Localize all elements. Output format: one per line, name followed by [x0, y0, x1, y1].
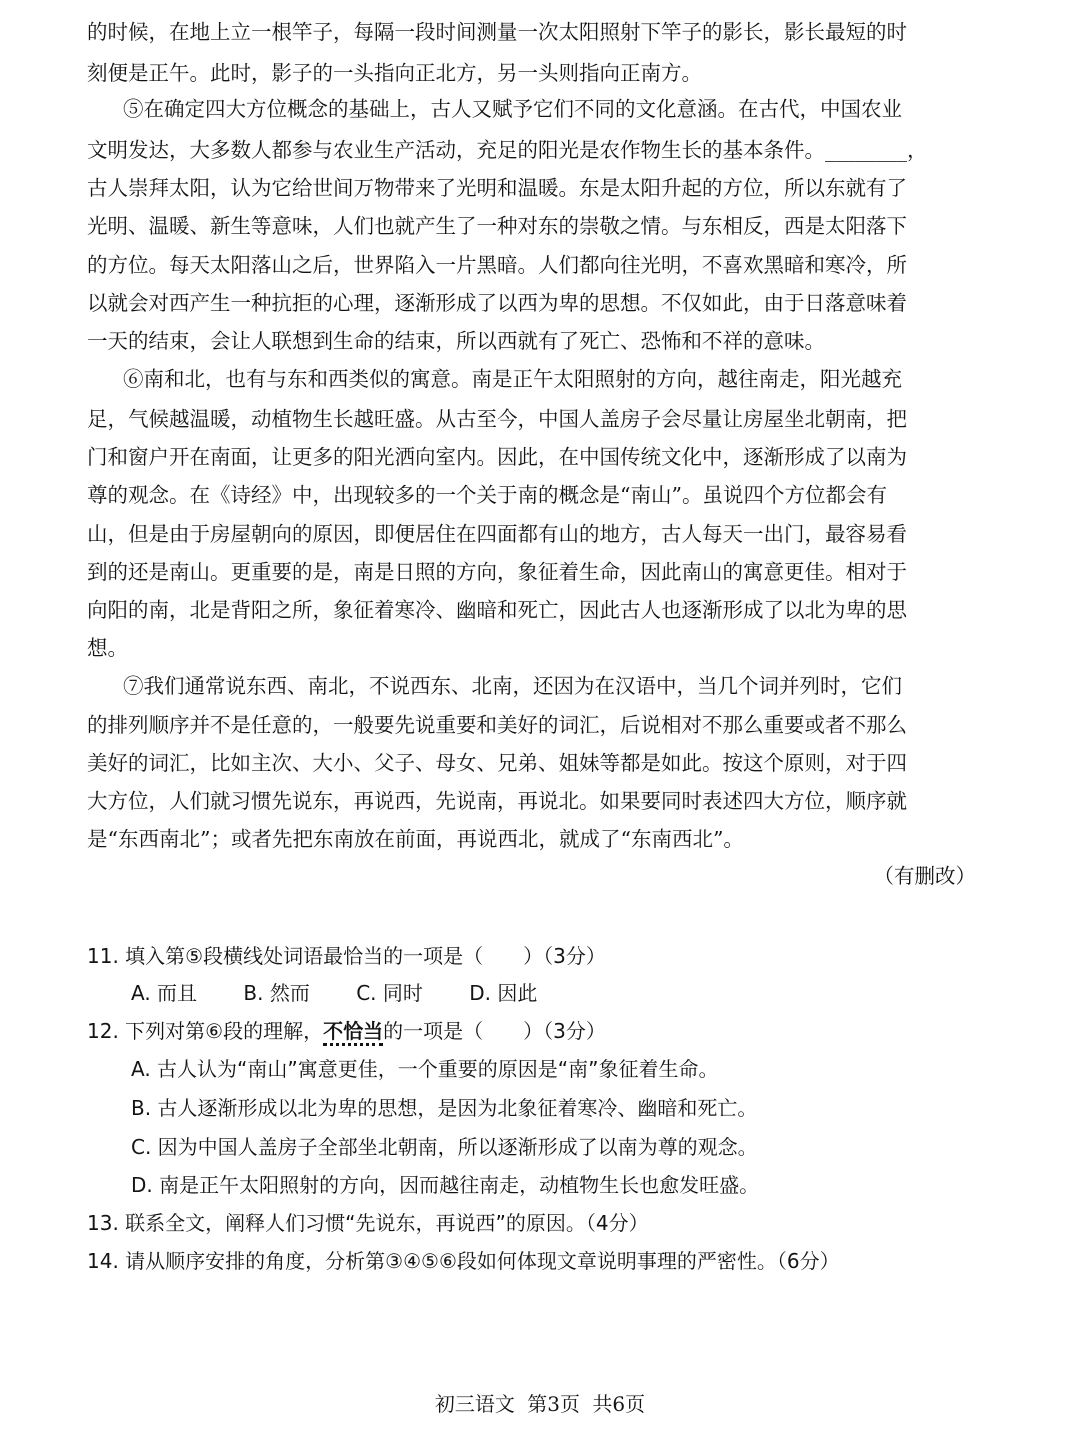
passage-line-with-blank: 文明发达，大多数人都参与农业生产活动，充足的阳光是农作物生长的基本条件。________，	[87, 138, 928, 162]
option-b: B. 古人逐渐形成以北为卑的思想，是因为北象征着寒冷、幽暗和死亡。	[131, 1096, 758, 1120]
question-14: 14. 请从顺序安排的角度，分析第③④⑤⑥段如何体现文章说明事理的严密性。（6分）	[87, 1249, 840, 1273]
option-a: A. 古人认为“南山”寓意更佳，一个重要的原因是“南”象征着生命。	[131, 1057, 719, 1081]
passage-line: 想。	[87, 636, 128, 660]
passage-line: 刻便是正午。此时，影子的一头指向正北方，另一头则指向正南方。	[87, 61, 702, 85]
passage-line: 门和窗户开在南面，让更多的阳光洒向室内。因此，在中国传统文化中，逐渐形成了以南为	[87, 445, 907, 469]
option-a: A. 而且	[131, 981, 198, 1005]
question-12	[87, 1013, 606, 1049]
source-note: （有删改）	[873, 864, 976, 888]
passage-line: 光明、温暖、新生等意味，人们也就产生了一种对东的崇敬之情。与东相反，西是太阳落下	[87, 214, 907, 238]
question-13: 13. 联系全文，阐释人们习惯“先说东，再说西”的原因。（4分）	[87, 1211, 649, 1235]
passage-line: 以就会对西产生一种抗拒的心理，逐渐形成了以西为卑的思想。不仅如此，由于日落意味着	[87, 291, 907, 315]
question-12-prefix: 12. 下列对第⑥段的理解，	[87, 1019, 324, 1043]
question-12-suffix: 的一项是（ ）（3分）	[383, 1019, 606, 1043]
passage-line: 的时候，在地上立一根竿子，每隔一段时间测量一次太阳照射下竿子的影长，影长最短的时	[87, 20, 907, 44]
footer-page-number: 第3页	[527, 1392, 580, 1416]
option-c: C. 因为中国人盖房子全部坐北朝南，所以逐渐形成了以南为尊的观念。	[131, 1135, 758, 1159]
passage-line: 大方位，人们就习惯先说东，再说西，先说南，再说北。如果要同时表述四大方位，顺序就	[87, 789, 907, 813]
option-b: B. 然而	[243, 981, 310, 1005]
passage-line: 美好的词汇，比如主次、大小、父子、母女、兄弟、姐妹等都是如此。按这个原则，对于四	[87, 751, 907, 775]
footer-total-pages: 共6页	[592, 1392, 646, 1416]
paragraph-6-start: ⑥南和北，也有与东和西类似的寓意。南是正午太阳照射的方向，越往南走，阳光越充	[123, 367, 902, 391]
passage-line: 一天的结束，会让人联想到生命的结束，所以西就有了死亡、恐怖和不祥的意味。	[87, 329, 825, 353]
passage-line: 到的还是南山。更重要的是，南是日照的方向，象征着生命，因此南山的寓意更佳。相对于	[87, 560, 907, 584]
question-11: 11. 填入第⑤段横线处词语最恰当的一项是（ ）（3分）	[87, 944, 606, 968]
option-d: D. 南是正午太阳照射的方向，因而越往南走，动植物生长也愈发旺盛。	[131, 1173, 760, 1197]
passage-line: 是“东西南北”；或者先把东南放在前面，再说西北，就成了“东南西北”。	[87, 827, 744, 851]
passage-line: 向阳的南，北是背阳之所，象征着寒冷、幽暗和死亡，因此古人也逐渐形成了以北为卑的思	[87, 598, 907, 622]
option-c: C. 同时	[356, 981, 423, 1005]
question-11-options	[131, 975, 577, 1011]
passage-line: 的排列顺序并不是任意的，一般要先说重要和美好的词汇，后说相对不那么重要或者不那么	[87, 713, 907, 737]
paragraph-5-start: ⑤在确定四大方位概念的基础上，古人又赋予它们不同的文化意涵。在古代，中国农业	[123, 97, 902, 121]
question-12-emphasis: 不恰当	[323, 1019, 384, 1043]
passage-line: 足，气候越温暖，动植物生长越旺盛。从古至今，中国人盖房子会尽量让房屋坐北朝南，把	[87, 407, 907, 431]
passage-line: 古人崇拜太阳，认为它给世间万物带来了光明和温暖。东是太阳升起的方位，所以东就有了	[87, 176, 907, 200]
paragraph-7-start: ⑦我们通常说东西、南北，不说西东、北南，还因为在汉语中，当几个词并列时，它们	[123, 674, 902, 698]
passage-line: 的方位。每天太阳落山之后，世界陷入一片黑暗。人们都向往光明，不喜欢黑暗和寒冷，所	[87, 253, 907, 277]
option-d: D. 因此	[469, 981, 538, 1005]
passage-line: 尊的观念。在《诗经》中，出现较多的一个关于南的概念是“南山”。虽说四个方位都会有	[87, 483, 887, 507]
page-footer	[0, 1388, 1080, 1420]
footer-subject: 初三语文	[434, 1392, 515, 1416]
passage-line: 山，但是由于房屋朝向的原因，即便居住在四面都有山的地方，古人每天一出门，最容易看	[87, 522, 907, 546]
